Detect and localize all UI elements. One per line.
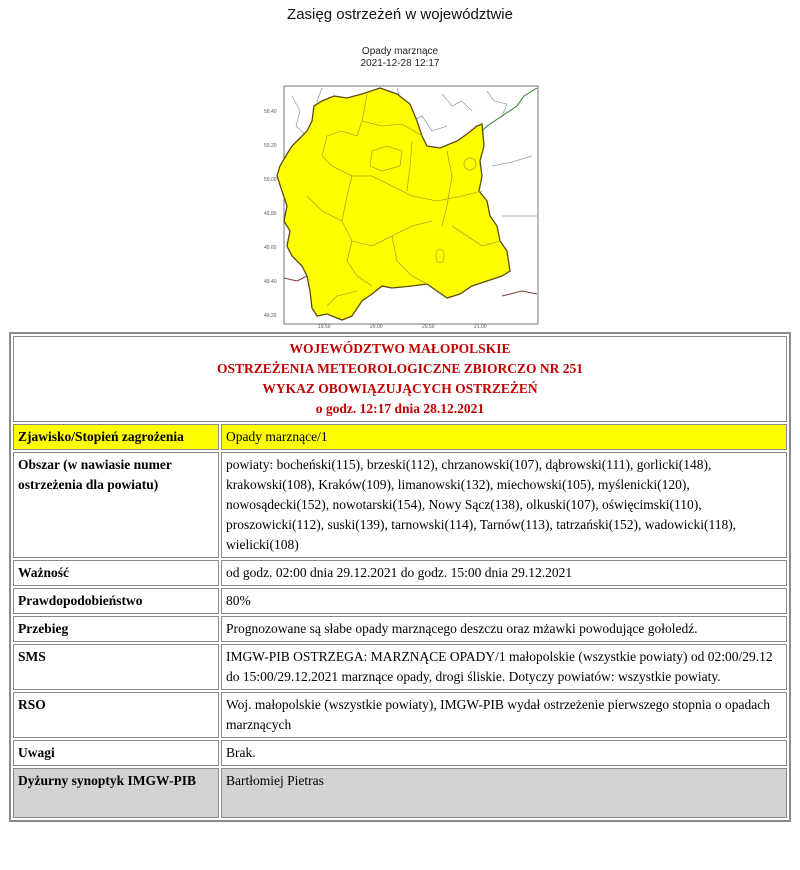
row-value-remarks: Brak. [221, 740, 787, 766]
map-datetime: 2021-12-28 12:17 [360, 58, 440, 69]
y-tick: 49.40 [264, 279, 277, 285]
row-label-rso: RSO [13, 692, 219, 738]
table-row [13, 644, 787, 690]
table-row [13, 616, 787, 642]
x-tick: 20.00 [370, 324, 383, 328]
row-value-sms: IMGW-PIB OSTRZEGA: MARZNĄCE OPADY/1 małopolskie (wszystkie powiaty) od 02:00/29.12 do 15:00/29.12.2021 marznące opady, drogi śliskie. Dotyczy powiatów: wszystkie powiaty. [221, 644, 787, 690]
map-phenomenon: Opady marznące [361, 46, 439, 57]
y-tick: 49.20 [264, 313, 277, 319]
header-bulletin: OSTRZEŻENIA METEOROLOGICZNE ZBIORCZO NR 251 [216, 361, 584, 376]
y-tick: 50.00 [264, 177, 277, 183]
map-caption [0, 46, 800, 70]
row-label-forecaster: Dyżurny synoptyk IMGW-PIB [13, 768, 219, 818]
table-row [13, 740, 787, 766]
table-row [13, 424, 787, 450]
row-label-probability: Prawdopodobieństwo [13, 588, 219, 614]
row-label-sms: SMS [13, 644, 219, 690]
x-tick: 19.50 [318, 324, 331, 328]
row-value-course: Prognozowane są słabe opady marznącego deszczu oraz mżawki powodujące gołoledź. [221, 616, 787, 642]
row-label-remarks: Uwagi [13, 740, 219, 766]
row-value-phenomenon: Opady marznące/1 [221, 424, 787, 450]
y-tick: 50.20 [264, 143, 277, 149]
table-row [13, 692, 787, 738]
row-value-area: powiaty: bocheński(115), brzeski(112), chrzanowski(107), dąbrowski(111), gorlicki(148), krakowski(108), Kraków(109), limanowski(132), miechowski(105), myślenicki(120), nowosądecki(152), nowotarski(154), Nowy Sącz(138), olkuski(107), oświęcimski(110), proszowicki(112), suski(139), tarnowski(114), Tarnów(113), tatrzański(152), wadowicki(118), wielicki(108) [221, 452, 787, 558]
row-label-validity: Ważność [13, 560, 219, 586]
row-value-rso: Woj. małopolskie (wszystkie powiaty), IMGW-PIB wydał ostrzeżenie pierwszego stopnia o opadach marznących [221, 692, 787, 738]
header-region: WOJEWÓDZTWO MAŁOPOLSKIE [289, 341, 511, 356]
header-list-title: WYKAZ OBOWIĄZUJĄCYCH OSTRZEŻEŃ [262, 381, 538, 396]
table-header-row [13, 336, 787, 422]
page-title: Zasięg ostrzeżeń w województwie [287, 6, 513, 23]
x-tick: 21.00 [474, 324, 487, 328]
warning-map [262, 76, 540, 328]
table-row [13, 588, 787, 614]
row-value-probability: 80% [221, 588, 787, 614]
header-issued: o godz. 12:17 dnia 28.12.2021 [315, 401, 485, 416]
y-tick: 50.40 [264, 109, 277, 115]
table-row [13, 768, 787, 818]
row-label-area: Obszar (w nawiasie numer ostrzeżenia dla powiatu) [13, 452, 219, 558]
y-tick: 49.80 [264, 211, 277, 217]
y-tick: 49.60 [264, 245, 277, 251]
row-label-phenomenon: Zjawisko/Stopień zagrożenia [13, 424, 219, 450]
x-tick: 20.50 [422, 324, 435, 328]
row-value-validity: od godz. 02:00 dnia 29.12.2021 do godz. 15:00 dnia 29.12.2021 [221, 560, 787, 586]
table-header [13, 336, 787, 422]
warnings-table [9, 332, 791, 822]
table-row [13, 452, 787, 558]
row-value-forecaster: Bartłomiej Pietras [221, 768, 787, 818]
row-label-course: Przebieg [13, 616, 219, 642]
table-row [13, 560, 787, 586]
